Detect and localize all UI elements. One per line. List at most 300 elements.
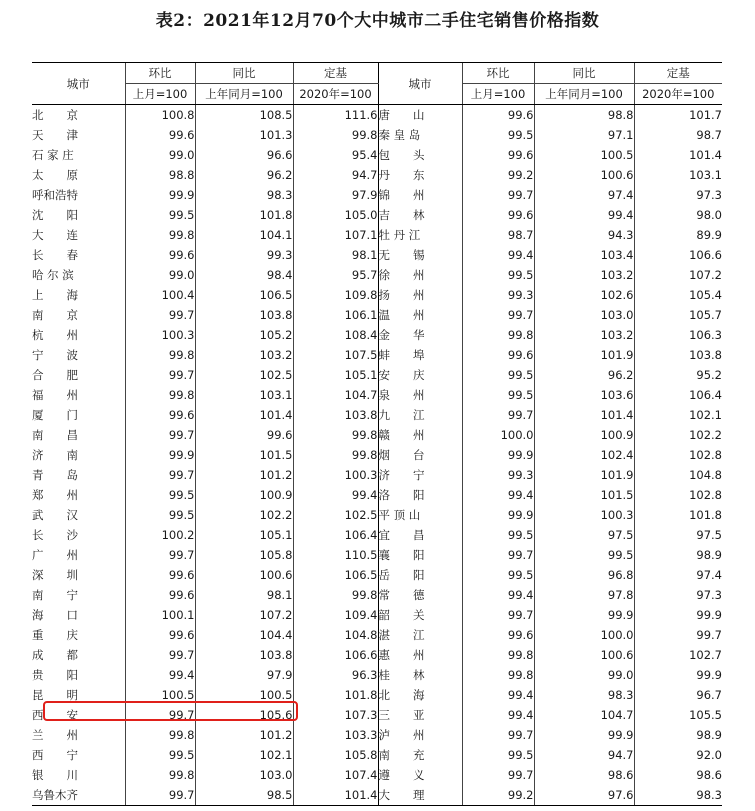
yoy-base-left: 上年同月=100 xyxy=(195,84,293,105)
mom-value-right: 99.7 xyxy=(462,545,534,565)
yoy-value-right: 98.6 xyxy=(534,765,634,785)
mom-header-right: 环比 xyxy=(462,63,534,84)
table-row xyxy=(32,545,722,565)
mom-value-left: 99.5 xyxy=(125,745,195,765)
yoy-value-right: 97.8 xyxy=(534,585,634,605)
city-name-left: 昆 明 xyxy=(32,688,78,702)
mom-value-left: 99.6 xyxy=(125,125,195,145)
table-row xyxy=(32,265,722,285)
table-row xyxy=(32,305,722,325)
yoy-value-right: 96.2 xyxy=(534,365,634,385)
mom-value-left: 99.7 xyxy=(125,705,195,725)
city-name-left: 长 春 xyxy=(32,248,78,262)
yoy-value-left: 101.2 xyxy=(195,725,293,745)
table-row xyxy=(32,605,722,625)
city-name-right: 秦 皇 岛 xyxy=(378,125,462,145)
mom-value-right: 99.5 xyxy=(462,385,534,405)
fixed-base-value-left: 106.1 xyxy=(293,305,378,325)
city-name-right: 烟 台 xyxy=(378,445,462,465)
city-name-right: 金 华 xyxy=(378,325,462,345)
fixed-base-header-right: 定基 xyxy=(634,63,722,84)
city-name-left: 天 津 xyxy=(32,128,78,142)
fixed-base-value-right: 106.3 xyxy=(634,325,722,345)
fixed-base-value-right: 102.8 xyxy=(634,445,722,465)
city-name-left: 银 川 xyxy=(32,768,78,782)
table-row xyxy=(32,145,722,165)
fixed-base-value-right: 98.7 xyxy=(634,125,722,145)
mom-value-right: 99.4 xyxy=(462,485,534,505)
fixed-base-value-right: 98.9 xyxy=(634,545,722,565)
fixed-base-value-left: 100.3 xyxy=(293,465,378,485)
mom-value-left: 99.8 xyxy=(125,225,195,245)
fixed-base-value-right: 103.8 xyxy=(634,345,722,365)
city-name-left: 南 京 xyxy=(32,308,78,322)
mom-value-right: 99.7 xyxy=(462,605,534,625)
table-title: 表2：2021年12月70个大中城市二手住宅销售价格指数 xyxy=(155,11,600,31)
mom-value-left: 99.8 xyxy=(125,725,195,745)
yoy-value-left: 106.5 xyxy=(195,285,293,305)
city-name-left: 杭 州 xyxy=(32,328,78,342)
yoy-value-left: 105.6 xyxy=(195,705,293,725)
fixed-base-value-left: 95.7 xyxy=(293,265,378,285)
city-name-right: 包 头 xyxy=(378,145,462,165)
yoy-value-left: 101.3 xyxy=(195,125,293,145)
city-name-right: 赣 州 xyxy=(378,425,462,445)
yoy-value-right: 100.6 xyxy=(534,165,634,185)
table-row xyxy=(32,625,722,645)
table-row xyxy=(32,385,722,405)
table-row xyxy=(32,785,722,806)
fixed-base-value-right: 102.7 xyxy=(634,645,722,665)
city-name-left: 沈 阳 xyxy=(32,208,78,222)
mom-value-right: 99.7 xyxy=(462,185,534,205)
mom-value-right: 99.8 xyxy=(462,665,534,685)
yoy-value-left: 102.1 xyxy=(195,745,293,765)
city-name-left: 海 口 xyxy=(32,608,78,622)
mom-value-left: 99.0 xyxy=(125,265,195,285)
table-row xyxy=(32,405,722,425)
fixed-base-value-right: 97.5 xyxy=(634,525,722,545)
mom-value-left: 99.8 xyxy=(125,345,195,365)
mom-value-right: 99.9 xyxy=(462,445,534,465)
mom-value-right: 99.4 xyxy=(462,585,534,605)
yoy-value-left: 105.2 xyxy=(195,325,293,345)
mom-value-left: 100.5 xyxy=(125,685,195,705)
city-name-left: 合 肥 xyxy=(32,368,78,382)
city-name-left: 宁 波 xyxy=(32,348,78,362)
table-row xyxy=(32,525,722,545)
city-name-left: 南 宁 xyxy=(32,588,78,602)
city-name-left: 太 原 xyxy=(32,168,78,182)
yoy-base-right: 上年同月=100 xyxy=(534,84,634,105)
city-name-right: 湛 江 xyxy=(378,625,462,645)
yoy-value-right: 102.4 xyxy=(534,445,634,465)
yoy-value-right: 97.5 xyxy=(534,525,634,545)
yoy-value-right: 103.4 xyxy=(534,245,634,265)
yoy-value-left: 103.8 xyxy=(195,645,293,665)
fixed-base-value-right: 92.0 xyxy=(634,745,722,765)
city-name-left: 厦 门 xyxy=(32,408,78,422)
table-row xyxy=(32,225,722,245)
mom-value-left: 100.3 xyxy=(125,325,195,345)
mom-value-left: 99.5 xyxy=(125,485,195,505)
table-row xyxy=(32,185,722,205)
city-name-right: 泸 州 xyxy=(378,725,462,745)
mom-value-right: 99.4 xyxy=(462,705,534,725)
yoy-value-right: 101.9 xyxy=(534,345,634,365)
city-name-left: 南 昌 xyxy=(32,428,78,442)
yoy-value-left: 103.2 xyxy=(195,345,293,365)
yoy-value-left: 104.4 xyxy=(195,625,293,645)
city-name-right: 三 亚 xyxy=(378,705,462,725)
fixed-base-value-right: 97.3 xyxy=(634,585,722,605)
fixed-base-value-left: 107.4 xyxy=(293,765,378,785)
city-name-right: 徐 州 xyxy=(378,265,462,285)
fixed-base-value-right: 98.9 xyxy=(634,725,722,745)
yoy-value-left: 98.3 xyxy=(195,185,293,205)
mom-value-left: 99.7 xyxy=(125,645,195,665)
city-name-right: 扬 州 xyxy=(378,285,462,305)
table-row xyxy=(32,365,722,385)
table-row xyxy=(32,585,722,605)
fixed-base-value-left: 107.5 xyxy=(293,345,378,365)
fixed-base-value-left: 109.8 xyxy=(293,285,378,305)
city-name-right: 遵 义 xyxy=(378,765,462,785)
fixed-base-value-left: 103.8 xyxy=(293,405,378,425)
city-name-left: 贵 阳 xyxy=(32,668,78,682)
city-name-right: 济 宁 xyxy=(378,465,462,485)
table-row xyxy=(32,725,722,745)
yoy-value-right: 99.0 xyxy=(534,665,634,685)
fixed-base-value-left: 105.0 xyxy=(293,205,378,225)
yoy-value-right: 100.3 xyxy=(534,505,634,525)
fixed-base-value-right: 104.8 xyxy=(634,465,722,485)
fixed-base-value-left: 110.5 xyxy=(293,545,378,565)
fixed-base-value-right: 89.9 xyxy=(634,225,722,245)
mom-value-left: 99.6 xyxy=(125,405,195,425)
yoy-value-left: 96.6 xyxy=(195,145,293,165)
yoy-value-left: 98.4 xyxy=(195,265,293,285)
fixed-base-value-right: 96.7 xyxy=(634,685,722,705)
yoy-value-right: 100.6 xyxy=(534,645,634,665)
mom-value-left: 100.4 xyxy=(125,285,195,305)
mom-value-right: 99.6 xyxy=(462,105,534,126)
yoy-value-right: 99.9 xyxy=(534,605,634,625)
city-name-left: 长 沙 xyxy=(32,528,78,542)
mom-value-right: 100.0 xyxy=(462,425,534,445)
yoy-value-right: 98.3 xyxy=(534,685,634,705)
mom-value-right: 99.4 xyxy=(462,245,534,265)
mom-value-left: 99.7 xyxy=(125,785,195,806)
fixed-base-value-right: 101.7 xyxy=(634,105,722,126)
table-row xyxy=(32,565,722,585)
city-name-left: 石 家 庄 xyxy=(32,148,74,162)
fixed-base-value-left: 106.6 xyxy=(293,645,378,665)
city-name-left: 重 庆 xyxy=(32,628,78,642)
fixed-base-value-left: 104.8 xyxy=(293,625,378,645)
yoy-value-right: 94.3 xyxy=(534,225,634,245)
city-name-right: 牡 丹 江 xyxy=(378,225,462,245)
yoy-value-left: 96.2 xyxy=(195,165,293,185)
city-name-left: 郑 州 xyxy=(32,488,78,502)
yoy-value-left: 105.1 xyxy=(195,525,293,545)
city-name-left: 福 州 xyxy=(32,388,78,402)
mom-value-left: 99.6 xyxy=(125,585,195,605)
yoy-value-right: 104.7 xyxy=(534,705,634,725)
fixed-base-value-right: 101.8 xyxy=(634,505,722,525)
yoy-value-right: 99.4 xyxy=(534,205,634,225)
yoy-value-left: 101.5 xyxy=(195,445,293,465)
table-row xyxy=(32,485,722,505)
city-name-left: 上 海 xyxy=(32,288,78,302)
fixed-base-value-left: 106.5 xyxy=(293,565,378,585)
yoy-value-left: 108.5 xyxy=(195,105,293,126)
yoy-value-right: 102.6 xyxy=(534,285,634,305)
yoy-value-right: 103.6 xyxy=(534,385,634,405)
yoy-value-left: 99.3 xyxy=(195,245,293,265)
mom-value-left: 99.5 xyxy=(125,505,195,525)
mom-value-right: 99.2 xyxy=(462,165,534,185)
fixed-base-value-left: 107.1 xyxy=(293,225,378,245)
mom-value-right: 99.8 xyxy=(462,645,534,665)
fixed-base-value-right: 97.4 xyxy=(634,565,722,585)
city-header-left: 城市 xyxy=(32,63,125,105)
mom-value-right: 99.7 xyxy=(462,305,534,325)
city-name-left: 广 州 xyxy=(32,548,78,562)
yoy-value-left: 98.5 xyxy=(195,785,293,806)
table-row xyxy=(32,765,722,785)
mom-value-right: 99.5 xyxy=(462,525,534,545)
city-name-left: 西 宁 xyxy=(32,748,78,762)
fixed-base-value-left: 111.6 xyxy=(293,105,378,126)
city-name-right: 北 海 xyxy=(378,685,462,705)
mom-value-left: 99.4 xyxy=(125,665,195,685)
city-name-right: 安 庆 xyxy=(378,365,462,385)
yoy-value-left: 99.6 xyxy=(195,425,293,445)
fixed-base-value-left: 99.8 xyxy=(293,445,378,465)
yoy-value-left: 103.8 xyxy=(195,305,293,325)
yoy-value-left: 101.8 xyxy=(195,205,293,225)
yoy-value-right: 103.2 xyxy=(534,265,634,285)
mom-value-right: 99.5 xyxy=(462,565,534,585)
yoy-value-right: 97.4 xyxy=(534,185,634,205)
yoy-value-right: 99.5 xyxy=(534,545,634,565)
mom-value-right: 99.7 xyxy=(462,725,534,745)
city-name-right: 丹 东 xyxy=(378,165,462,185)
fixed-base-value-left: 102.5 xyxy=(293,505,378,525)
yoy-value-right: 100.0 xyxy=(534,625,634,645)
mom-value-left: 99.7 xyxy=(125,425,195,445)
mom-value-left: 99.9 xyxy=(125,185,195,205)
mom-value-left: 100.2 xyxy=(125,525,195,545)
mom-value-right: 99.6 xyxy=(462,625,534,645)
fixed-base-value-right: 106.4 xyxy=(634,385,722,405)
yoy-value-left: 102.2 xyxy=(195,505,293,525)
fixed-base-value-left: 106.4 xyxy=(293,525,378,545)
yoy-header-left: 同比 xyxy=(195,63,293,84)
city-name-right: 吉 林 xyxy=(378,205,462,225)
mom-value-right: 99.3 xyxy=(462,465,534,485)
city-name-right: 唐 山 xyxy=(378,105,462,126)
city-name-left: 深 圳 xyxy=(32,568,78,582)
mom-value-right: 99.5 xyxy=(462,265,534,285)
table-row xyxy=(32,125,722,145)
mom-value-left: 99.0 xyxy=(125,145,195,165)
fixed-base-value-left: 97.9 xyxy=(293,185,378,205)
mom-value-left: 99.8 xyxy=(125,765,195,785)
table-row xyxy=(32,205,722,225)
fixed-base-value-right: 95.2 xyxy=(634,365,722,385)
fixed-base-value-left: 98.1 xyxy=(293,245,378,265)
mom-value-left: 99.9 xyxy=(125,445,195,465)
city-name-right: 韶 关 xyxy=(378,605,462,625)
fixed-base-value-left: 99.4 xyxy=(293,485,378,505)
city-name-left: 成 都 xyxy=(32,648,78,662)
mom-value-right: 99.5 xyxy=(462,365,534,385)
mom-value-right: 99.6 xyxy=(462,205,534,225)
city-name-right: 无 锡 xyxy=(378,245,462,265)
city-name-left: 济 南 xyxy=(32,448,78,462)
city-name-left: 西 安 xyxy=(32,708,78,722)
mom-value-right: 99.6 xyxy=(462,345,534,365)
yoy-value-right: 101.4 xyxy=(534,405,634,425)
mom-value-right: 99.5 xyxy=(462,125,534,145)
yoy-value-left: 107.2 xyxy=(195,605,293,625)
fixed-base-value-left: 101.8 xyxy=(293,685,378,705)
city-name-left: 兰 州 xyxy=(32,728,78,742)
fixed-base-value-left: 99.8 xyxy=(293,585,378,605)
yoy-value-left: 105.8 xyxy=(195,545,293,565)
fixed-base-value-right: 99.7 xyxy=(634,625,722,645)
yoy-value-right: 96.8 xyxy=(534,565,634,585)
fixed-base-value-left: 94.7 xyxy=(293,165,378,185)
yoy-value-left: 101.2 xyxy=(195,465,293,485)
city-name-left: 北 京 xyxy=(32,108,78,122)
city-name-left: 哈 尔 滨 xyxy=(32,268,74,282)
city-name-right: 南 充 xyxy=(378,745,462,765)
mom-value-right: 99.7 xyxy=(462,405,534,425)
city-name-left: 武 汉 xyxy=(32,508,78,522)
fixed-base-value-left: 108.4 xyxy=(293,325,378,345)
mom-base-right: 上月=100 xyxy=(462,84,534,105)
city-name-right: 宜 昌 xyxy=(378,525,462,545)
yoy-value-left: 103.1 xyxy=(195,385,293,405)
mom-value-left: 99.6 xyxy=(125,565,195,585)
fixed-base-right: 2020年=100 xyxy=(634,84,722,105)
table-row xyxy=(32,425,722,445)
yoy-value-left: 100.9 xyxy=(195,485,293,505)
table-row xyxy=(32,465,722,485)
yoy-value-right: 101.9 xyxy=(534,465,634,485)
city-name-right: 蚌 埠 xyxy=(378,345,462,365)
fixed-base-value-right: 106.6 xyxy=(634,245,722,265)
city-name-left: 青 岛 xyxy=(32,468,78,482)
mom-value-right: 99.4 xyxy=(462,685,534,705)
mom-value-right: 99.6 xyxy=(462,145,534,165)
fixed-base-value-right: 102.1 xyxy=(634,405,722,425)
fixed-base-value-right: 102.8 xyxy=(634,485,722,505)
mom-header-left: 环比 xyxy=(125,63,195,84)
yoy-value-left: 98.1 xyxy=(195,585,293,605)
yoy-value-left: 103.0 xyxy=(195,765,293,785)
fixed-base-value-left: 105.8 xyxy=(293,745,378,765)
city-name-right: 大 理 xyxy=(378,785,462,806)
table-row xyxy=(32,165,722,185)
fixed-base-value-left: 99.8 xyxy=(293,425,378,445)
fixed-base-value-left: 107.3 xyxy=(293,705,378,725)
mom-value-left: 99.7 xyxy=(125,465,195,485)
fixed-base-header-left: 定基 xyxy=(293,63,378,84)
fixed-base-value-left: 96.3 xyxy=(293,665,378,685)
mom-value-left: 99.6 xyxy=(125,245,195,265)
mom-value-right: 98.7 xyxy=(462,225,534,245)
fixed-base-value-right: 107.2 xyxy=(634,265,722,285)
mom-value-right: 99.9 xyxy=(462,505,534,525)
yoy-value-left: 101.4 xyxy=(195,405,293,425)
fixed-base-value-right: 98.0 xyxy=(634,205,722,225)
fixed-base-value-right: 105.5 xyxy=(634,705,722,725)
yoy-value-right: 103.2 xyxy=(534,325,634,345)
fixed-base-value-right: 101.4 xyxy=(634,145,722,165)
yoy-value-left: 104.1 xyxy=(195,225,293,245)
mom-value-left: 99.7 xyxy=(125,365,195,385)
city-name-right: 九 江 xyxy=(378,405,462,425)
fixed-base-value-right: 98.3 xyxy=(634,785,722,806)
yoy-header-right: 同比 xyxy=(534,63,634,84)
mom-value-left: 99.5 xyxy=(125,205,195,225)
city-name-right: 温 州 xyxy=(378,305,462,325)
yoy-value-right: 97.6 xyxy=(534,785,634,806)
fixed-base-value-right: 105.7 xyxy=(634,305,722,325)
fixed-base-value-left: 99.8 xyxy=(293,125,378,145)
mom-value-right: 99.3 xyxy=(462,285,534,305)
mom-value-left: 99.6 xyxy=(125,625,195,645)
fixed-base-value-right: 102.2 xyxy=(634,425,722,445)
fixed-base-value-left: 105.1 xyxy=(293,365,378,385)
fixed-base-value-right: 103.1 xyxy=(634,165,722,185)
fixed-base-value-left: 103.3 xyxy=(293,725,378,745)
city-name-left: 大 连 xyxy=(32,228,78,242)
fixed-base-value-right: 105.4 xyxy=(634,285,722,305)
city-name-right: 泉 州 xyxy=(378,385,462,405)
mom-value-left: 98.8 xyxy=(125,165,195,185)
yoy-value-left: 100.6 xyxy=(195,565,293,585)
city-header-right: 城市 xyxy=(378,63,462,105)
mom-value-left: 99.7 xyxy=(125,305,195,325)
fixed-base-value-left: 101.4 xyxy=(293,785,378,806)
highlight-box xyxy=(43,701,298,721)
yoy-value-right: 100.9 xyxy=(534,425,634,445)
yoy-value-right: 99.9 xyxy=(534,725,634,745)
mom-value-left: 100.1 xyxy=(125,605,195,625)
yoy-value-left: 97.9 xyxy=(195,665,293,685)
fixed-base-value-right: 99.9 xyxy=(634,665,722,685)
yoy-value-right: 100.5 xyxy=(534,145,634,165)
table-row xyxy=(32,445,722,465)
fixed-base-left: 2020年=100 xyxy=(293,84,378,105)
table-row xyxy=(32,325,722,345)
city-name-right: 洛 阳 xyxy=(378,485,462,505)
mom-value-left: 100.8 xyxy=(125,105,195,126)
yoy-value-right: 97.1 xyxy=(534,125,634,145)
table-row xyxy=(32,285,722,305)
fixed-base-value-left: 104.7 xyxy=(293,385,378,405)
table-row xyxy=(32,645,722,665)
city-name-left: 乌鲁木齐 xyxy=(32,785,125,806)
yoy-value-right: 101.5 xyxy=(534,485,634,505)
yoy-value-right: 94.7 xyxy=(534,745,634,765)
table-row xyxy=(32,665,722,685)
